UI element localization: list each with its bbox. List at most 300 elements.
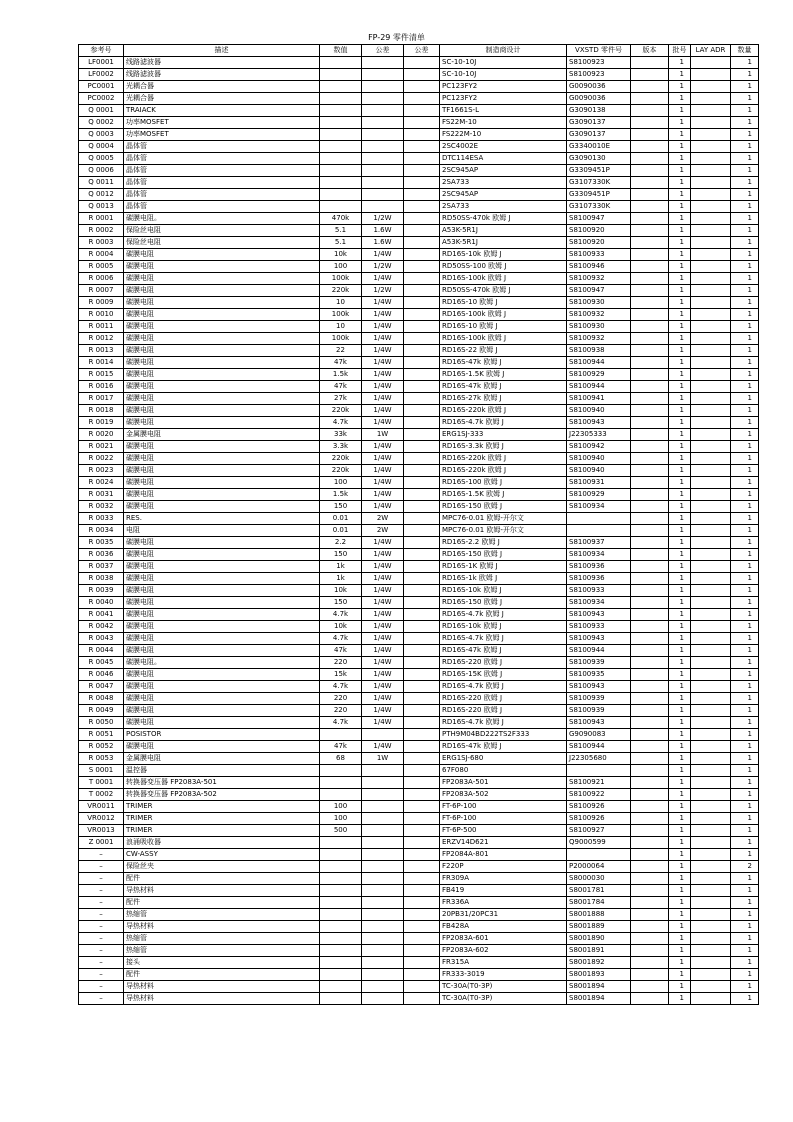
table-row <box>79 897 759 909</box>
table-cell <box>691 261 731 273</box>
table-cell: S8100946 <box>567 261 631 273</box>
table-cell <box>362 801 404 813</box>
table-cell: R 0013 <box>79 345 124 357</box>
table-cell: S8100922 <box>567 789 631 801</box>
table-cell <box>362 765 404 777</box>
table-cell <box>691 885 731 897</box>
table-cell: 1 <box>731 225 759 237</box>
table-cell <box>631 105 669 117</box>
column-header: 描述 <box>124 45 320 57</box>
table-row <box>79 381 759 393</box>
table-cell: S8100938 <box>567 345 631 357</box>
table-cell: 转换器变压器 FP2083A-502 <box>124 789 320 801</box>
table-cell <box>362 729 404 741</box>
table-cell <box>691 789 731 801</box>
table-cell <box>691 117 731 129</box>
table-cell: 1 <box>669 345 691 357</box>
table-cell <box>631 681 669 693</box>
table-cell: 100 <box>320 477 362 489</box>
table-cell <box>691 285 731 297</box>
table-cell: 晶体管 <box>124 189 320 201</box>
table-cell: 10 <box>320 321 362 333</box>
table-cell <box>362 165 404 177</box>
table-cell: 1 <box>731 597 759 609</box>
table-cell: RD16S-220k 欧姆 J <box>440 465 567 477</box>
table-cell: 1 <box>731 273 759 285</box>
table-cell: S8100947 <box>567 285 631 297</box>
table-cell <box>691 297 731 309</box>
table-cell <box>631 573 669 585</box>
table-cell: 1 <box>669 441 691 453</box>
table-cell: S8100920 <box>567 225 631 237</box>
table-cell: 1.6W <box>362 237 404 249</box>
table-cell <box>691 309 731 321</box>
table-cell <box>631 369 669 381</box>
table-cell: S8100937 <box>567 537 631 549</box>
table-cell: FT-6P-100 <box>440 801 567 813</box>
table-row <box>79 933 759 945</box>
table-cell <box>631 357 669 369</box>
table-row <box>79 573 759 585</box>
table-cell <box>631 705 669 717</box>
table-cell: 10k <box>320 621 362 633</box>
table-cell: 1/4W <box>362 297 404 309</box>
table-cell: SC-10-10J <box>440 69 567 81</box>
table-cell: 碳膜电阻 <box>124 297 320 309</box>
table-row <box>79 621 759 633</box>
table-row <box>79 477 759 489</box>
table-cell: 碳膜电阻 <box>124 549 320 561</box>
table-cell <box>691 177 731 189</box>
table-cell <box>631 993 669 1005</box>
table-cell <box>691 369 731 381</box>
table-cell: S8100920 <box>567 237 631 249</box>
table-row <box>79 105 759 117</box>
table-cell <box>691 465 731 477</box>
table-cell: P2000064 <box>567 861 631 873</box>
table-cell <box>404 645 440 657</box>
table-cell <box>691 753 731 765</box>
table-cell <box>691 549 731 561</box>
table-cell: F220P <box>440 861 567 873</box>
table-cell <box>404 801 440 813</box>
table-cell: – <box>79 981 124 993</box>
table-cell <box>691 69 731 81</box>
table-cell: 碳膜电阻 <box>124 417 320 429</box>
table-cell <box>362 825 404 837</box>
table-cell: 1/4W <box>362 621 404 633</box>
table-cell: 4.7k <box>320 417 362 429</box>
table-cell: 1 <box>731 993 759 1005</box>
table-cell <box>691 573 731 585</box>
table-cell <box>631 261 669 273</box>
table-cell: 1 <box>669 933 691 945</box>
table-cell: 1/4W <box>362 549 404 561</box>
table-cell <box>362 861 404 873</box>
table-row <box>79 93 759 105</box>
table-cell: 金属膜电阻 <box>124 429 320 441</box>
table-cell: RD16S-2.2 欧姆 J <box>440 537 567 549</box>
table-cell <box>362 933 404 945</box>
table-cell: 1 <box>731 801 759 813</box>
table-cell <box>320 789 362 801</box>
table-cell: 1 <box>669 69 691 81</box>
table-cell <box>362 897 404 909</box>
table-cell: R 0017 <box>79 393 124 405</box>
table-cell: 1 <box>669 993 691 1005</box>
table-cell <box>631 417 669 429</box>
table-row <box>79 729 759 741</box>
table-cell: RD16S-47k 欧姆 J <box>440 381 567 393</box>
table-cell <box>404 945 440 957</box>
table-cell: RD16S-220k 欧姆 J <box>440 453 567 465</box>
table-cell <box>691 189 731 201</box>
table-row <box>79 753 759 765</box>
table-row <box>79 717 759 729</box>
table-cell: S8100926 <box>567 813 631 825</box>
table-cell: Q 0002 <box>79 117 124 129</box>
table-cell <box>691 693 731 705</box>
table-cell: R 0045 <box>79 657 124 669</box>
table-cell: 配件 <box>124 969 320 981</box>
table-cell: R 0015 <box>79 369 124 381</box>
table-cell: 金属膜电阻 <box>124 753 320 765</box>
table-cell: RD16S-4.7k 欧姆 J <box>440 633 567 645</box>
table-cell <box>631 297 669 309</box>
table-cell: R 0035 <box>79 537 124 549</box>
table-cell <box>404 777 440 789</box>
table-cell: TRIMER <box>124 813 320 825</box>
table-cell: 1/4W <box>362 669 404 681</box>
table-cell <box>691 765 731 777</box>
table-cell: VR0012 <box>79 813 124 825</box>
table-cell: R 0049 <box>79 705 124 717</box>
table-cell: 功率MOSFET <box>124 129 320 141</box>
table-cell: 1 <box>731 141 759 153</box>
table-cell: POSISTOR <box>124 729 320 741</box>
table-cell: 1 <box>731 537 759 549</box>
table-cell: 220k <box>320 465 362 477</box>
table-cell <box>320 81 362 93</box>
table-cell: 热缩管 <box>124 909 320 921</box>
table-cell: 碳膜电阻 <box>124 489 320 501</box>
table-cell: R 0016 <box>79 381 124 393</box>
table-cell <box>404 705 440 717</box>
table-cell: 1/4W <box>362 405 404 417</box>
table-cell: – <box>79 873 124 885</box>
table-cell: R 0047 <box>79 681 124 693</box>
table-cell: 线路滤波器 <box>124 57 320 69</box>
table-cell <box>631 789 669 801</box>
table-cell <box>631 969 669 981</box>
table-cell: S8100943 <box>567 633 631 645</box>
table-cell: RD16S-15K 欧姆 J <box>440 669 567 681</box>
table-cell: FT-6P-100 <box>440 813 567 825</box>
table-cell <box>631 69 669 81</box>
table-cell: R 0051 <box>79 729 124 741</box>
table-cell <box>691 93 731 105</box>
table-row <box>79 333 759 345</box>
table-cell <box>404 201 440 213</box>
table-cell: 转换器变压器 FP2083A-501 <box>124 777 320 789</box>
table-cell: 1/4W <box>362 609 404 621</box>
table-cell <box>691 993 731 1005</box>
table-cell: RD16S-10 欧姆 J <box>440 297 567 309</box>
table-cell <box>691 81 731 93</box>
table-cell: 500 <box>320 825 362 837</box>
table-row <box>79 321 759 333</box>
table-cell <box>320 897 362 909</box>
table-cell: Q 0005 <box>79 153 124 165</box>
table-cell <box>567 525 631 537</box>
table-cell: R 0003 <box>79 237 124 249</box>
table-cell: 1k <box>320 573 362 585</box>
table-row <box>79 801 759 813</box>
table-cell: S8100921 <box>567 777 631 789</box>
table-cell: 5.1 <box>320 237 362 249</box>
table-cell: S8100929 <box>567 369 631 381</box>
table-cell <box>362 57 404 69</box>
table-row <box>79 525 759 537</box>
table-row <box>79 513 759 525</box>
table-cell: 1/4W <box>362 585 404 597</box>
table-cell <box>362 81 404 93</box>
table-cell: S8001890 <box>567 933 631 945</box>
table-cell <box>362 177 404 189</box>
table-cell: 碳膜电阻 <box>124 477 320 489</box>
table-cell: 1 <box>669 873 691 885</box>
table-cell <box>631 693 669 705</box>
table-cell: 4.7k <box>320 609 362 621</box>
table-cell <box>567 765 631 777</box>
table-cell: ERZV14D621 <box>440 837 567 849</box>
table-cell: 碳膜电阻 <box>124 357 320 369</box>
table-cell: RD16S-220k 欧姆 J <box>440 405 567 417</box>
table-cell <box>362 189 404 201</box>
table-cell: 1 <box>731 333 759 345</box>
table-cell: S8100929 <box>567 489 631 501</box>
table-cell <box>631 141 669 153</box>
table-cell <box>362 201 404 213</box>
table-cell <box>691 729 731 741</box>
table-row <box>79 405 759 417</box>
table-cell: 1/4W <box>362 501 404 513</box>
table-cell: 1 <box>669 501 691 513</box>
table-cell: 1/4W <box>362 705 404 717</box>
table-cell: 碳膜电阻 <box>124 705 320 717</box>
table-cell: S8100932 <box>567 273 631 285</box>
table-cell: 1 <box>669 885 691 897</box>
table-cell: TRIMER <box>124 801 320 813</box>
table-cell: 导热材料 <box>124 981 320 993</box>
table-cell: 1/4W <box>362 249 404 261</box>
table-cell: S8100942 <box>567 441 631 453</box>
column-header: 公差 <box>362 45 404 57</box>
table-cell: 1 <box>731 933 759 945</box>
table-cell: RD16S-150 欧姆 J <box>440 597 567 609</box>
table-cell: S8001893 <box>567 969 631 981</box>
table-cell <box>631 873 669 885</box>
table-cell: 1/4W <box>362 465 404 477</box>
table-cell: R 0044 <box>79 645 124 657</box>
table-cell <box>404 561 440 573</box>
table-cell <box>404 429 440 441</box>
table-row <box>79 117 759 129</box>
table-cell: 1 <box>731 153 759 165</box>
table-cell: FR333-3019 <box>440 969 567 981</box>
table-row <box>79 141 759 153</box>
table-cell: R 0034 <box>79 525 124 537</box>
table-cell: S8100923 <box>567 57 631 69</box>
table-cell <box>691 921 731 933</box>
table-cell: 1 <box>731 321 759 333</box>
table-cell: PC0002 <box>79 93 124 105</box>
table-cell: 1 <box>669 609 691 621</box>
table-cell <box>631 825 669 837</box>
table-cell <box>691 609 731 621</box>
table-cell: 1 <box>669 525 691 537</box>
table-cell <box>404 765 440 777</box>
table-cell: 100k <box>320 309 362 321</box>
table-cell: 1/4W <box>362 597 404 609</box>
table-row <box>79 825 759 837</box>
table-cell: 热缩管 <box>124 933 320 945</box>
table-cell: 1 <box>669 921 691 933</box>
table-cell: S8100939 <box>567 705 631 717</box>
table-cell: 1 <box>669 861 691 873</box>
table-cell <box>404 249 440 261</box>
table-cell: 1 <box>731 345 759 357</box>
table-cell: S8001894 <box>567 981 631 993</box>
table-cell: 碳膜电阻 <box>124 645 320 657</box>
table-cell: 1 <box>731 741 759 753</box>
table-row <box>79 273 759 285</box>
table-cell: S8001891 <box>567 945 631 957</box>
table-cell <box>631 273 669 285</box>
table-cell: 1 <box>669 93 691 105</box>
table-cell: R 0005 <box>79 261 124 273</box>
table-cell <box>691 417 731 429</box>
table-row <box>79 633 759 645</box>
table-cell: S8100940 <box>567 453 631 465</box>
table-cell: 1 <box>669 753 691 765</box>
table-cell: 1/4W <box>362 573 404 585</box>
table-cell: RD16S-100 欧姆 J <box>440 477 567 489</box>
table-cell: S8100926 <box>567 801 631 813</box>
table-cell: 1 <box>669 381 691 393</box>
table-cell <box>691 273 731 285</box>
table-cell <box>631 345 669 357</box>
table-cell: 碳膜电阻 <box>124 561 320 573</box>
table-cell: 1 <box>669 201 691 213</box>
table-cell: R 0021 <box>79 441 124 453</box>
table-cell <box>404 441 440 453</box>
table-cell <box>691 741 731 753</box>
table-cell: S8001888 <box>567 909 631 921</box>
table-cell <box>362 153 404 165</box>
table-cell: 碳膜电阻 <box>124 585 320 597</box>
table-cell: 1/4W <box>362 741 404 753</box>
table-cell: 67F080 <box>440 765 567 777</box>
table-cell: 1 <box>669 981 691 993</box>
table-cell: 保险丝夹 <box>124 861 320 873</box>
table-row <box>79 417 759 429</box>
table-row <box>79 993 759 1005</box>
table-cell: 碳膜电阻 <box>124 309 320 321</box>
table-cell: 150 <box>320 549 362 561</box>
table-cell: 导热材料 <box>124 885 320 897</box>
table-cell <box>631 405 669 417</box>
table-cell: 1 <box>731 453 759 465</box>
table-cell: 碳膜电阻 <box>124 369 320 381</box>
table-cell: 碳膜电阻 <box>124 669 320 681</box>
table-cell <box>362 141 404 153</box>
table-cell <box>631 585 669 597</box>
table-cell <box>691 513 731 525</box>
table-cell: 1 <box>731 69 759 81</box>
table-cell: 碳膜电阻 <box>124 321 320 333</box>
table-cell: 2SC4002E <box>440 141 567 153</box>
table-cell: 10k <box>320 585 362 597</box>
table-cell <box>362 873 404 885</box>
table-cell <box>631 321 669 333</box>
table-cell <box>404 537 440 549</box>
table-cell <box>404 129 440 141</box>
table-cell: 1 <box>731 381 759 393</box>
table-cell <box>631 213 669 225</box>
table-row <box>79 837 759 849</box>
table-cell: 碳膜电阻 <box>124 633 320 645</box>
table-cell <box>691 585 731 597</box>
table-cell: 1 <box>669 261 691 273</box>
table-cell: 1 <box>669 333 691 345</box>
table-cell <box>631 981 669 993</box>
table-cell <box>631 285 669 297</box>
table-cell <box>691 897 731 909</box>
table-cell: 保险丝电阻 <box>124 237 320 249</box>
table-cell: FR309A <box>440 873 567 885</box>
table-cell: PC123FY2 <box>440 93 567 105</box>
table-cell <box>320 957 362 969</box>
table-cell: 5.1 <box>320 225 362 237</box>
table-cell <box>404 105 440 117</box>
table-cell: R 0046 <box>79 669 124 681</box>
table-cell: Q 0006 <box>79 165 124 177</box>
table-cell: 1 <box>669 57 691 69</box>
table-cell: 470k <box>320 213 362 225</box>
table-cell: 1/4W <box>362 309 404 321</box>
table-cell <box>362 909 404 921</box>
table-cell: 1 <box>731 177 759 189</box>
table-cell: 1 <box>669 549 691 561</box>
table-row <box>79 285 759 297</box>
column-header: 版本 <box>631 45 669 57</box>
table-cell <box>631 501 669 513</box>
table-cell: S8001889 <box>567 921 631 933</box>
table-cell: Q 0004 <box>79 141 124 153</box>
table-cell <box>320 861 362 873</box>
table-cell: 碳膜电阻 <box>124 261 320 273</box>
table-cell <box>691 477 731 489</box>
table-cell: 220k <box>320 285 362 297</box>
table-cell: R 0042 <box>79 621 124 633</box>
table-cell <box>320 777 362 789</box>
table-cell: RD16S-4.7k 欧姆 J <box>440 681 567 693</box>
table-cell: – <box>79 897 124 909</box>
table-cell: 1 <box>731 789 759 801</box>
table-cell: 配件 <box>124 897 320 909</box>
table-cell: 1 <box>669 573 691 585</box>
